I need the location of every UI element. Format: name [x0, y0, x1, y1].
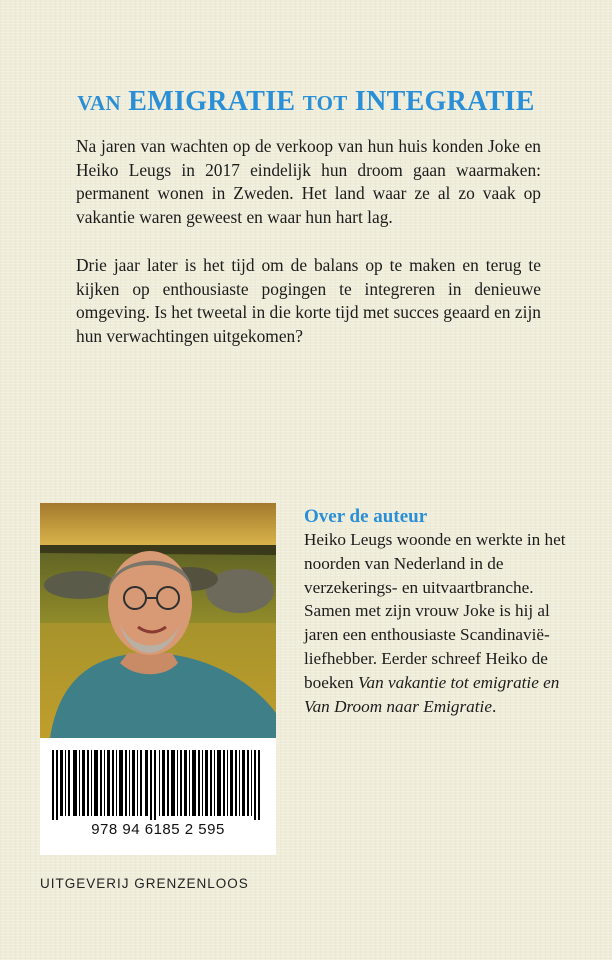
book-title: [0, 86, 612, 118]
author-bio-text: Heiko Leugs woonde en werkte in het noorden van Nederland in de verzekerings- en uitvaartbranche. Samen met zijn vrouw Joke is hij al jaren een enthousiaste Scandinavië-liefhebber. Eerder schreef Heiko de boeken: [304, 530, 566, 692]
title-word-tot: TOT: [302, 91, 348, 115]
author-photo-image: [40, 503, 276, 738]
blurb-paragraph-2: Drie jaar later is het tijd om de balans op te maken en terug te kijken op enthousiaste pogingen te integreren in denieuwe omgeving. Is het tweetal in die korte tijd met succes geaard en zijn hun verwachtingen uitgekomen?: [76, 255, 541, 346]
blurb-paragraph-1: Na jaren van wachten op de verkoop van hun huis konden Joke en Heiko Leugs in 2017 eindelijk hun droom gaan waarmaken: permanent wonen in Zweden. Het land waar ze al zo vaak op vakantie waren geweest en waar hun hart lag.: [76, 136, 541, 227]
barcode: [40, 738, 276, 855]
author-photo: [40, 503, 276, 738]
isbn-number: 978 94 6185 2 595: [91, 821, 225, 838]
author-book-titles: Van vakantie tot emigratie en Van Droom naar Emigratie: [304, 672, 560, 716]
author-bio-end: .: [491, 696, 497, 716]
title-word-integratie: INTEGRATIE: [354, 86, 535, 117]
title-word-van: VAN: [77, 91, 121, 115]
publisher-name: UITGEVERIJ GRENZENLOOS: [40, 876, 249, 891]
title-word-emigratie: EMIGRATIE: [128, 86, 296, 117]
barcode-bars: [52, 750, 264, 820]
author-heading: Over de auteur: [304, 506, 428, 527]
author-bio: [304, 528, 574, 718]
